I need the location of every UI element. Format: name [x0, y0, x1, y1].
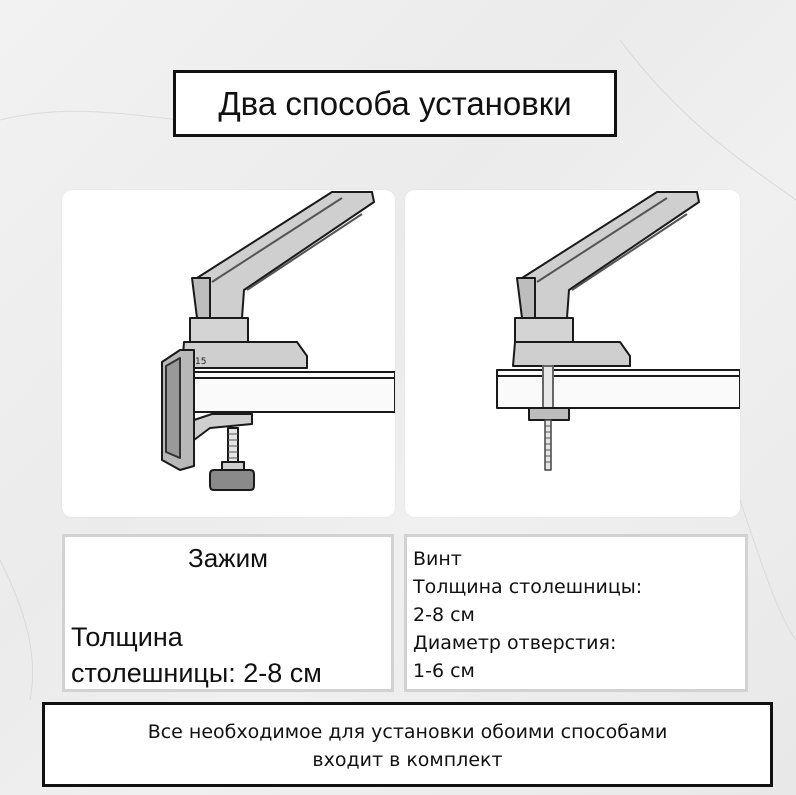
- screw-line3: 2-8 см: [413, 604, 475, 626]
- page-title: Два способа установки: [218, 84, 572, 122]
- footer-line2: входит в комплект: [312, 749, 503, 771]
- clamp-text-line2: столешницы: 2-8 см: [71, 658, 322, 688]
- clamp-caption: [62, 534, 394, 692]
- clamp-heading: Зажим: [188, 543, 268, 573]
- clamp-illustration: [62, 190, 395, 517]
- screw-caption: [404, 534, 748, 692]
- footer-line1: Все необходимое для установки обоими способами: [147, 721, 668, 743]
- screw-line5: 1-6 см: [413, 660, 475, 682]
- clamp-illustration-panel: [62, 190, 395, 517]
- clamp-marking: 15: [195, 357, 207, 367]
- screw-line2: Толщина столешницы:: [413, 576, 643, 598]
- screw-line1: Винт: [413, 548, 462, 570]
- clamp-arm: [197, 192, 374, 328]
- screw-illustration-panel: [405, 190, 740, 517]
- footer-box: [42, 702, 773, 787]
- clamp-column: [192, 278, 210, 318]
- screw-column: [517, 278, 535, 318]
- clamp-text-line1: Толщина: [71, 622, 183, 652]
- title-box: [173, 70, 617, 137]
- screw-base: [513, 342, 630, 366]
- clamp-description: [71, 619, 322, 691]
- screw-illustration: [405, 190, 740, 517]
- screw-line4: Диаметр отверстия:: [413, 632, 617, 654]
- screw-nut: [529, 408, 569, 420]
- screw-arm: [522, 192, 699, 328]
- clamp-knob: [210, 470, 254, 490]
